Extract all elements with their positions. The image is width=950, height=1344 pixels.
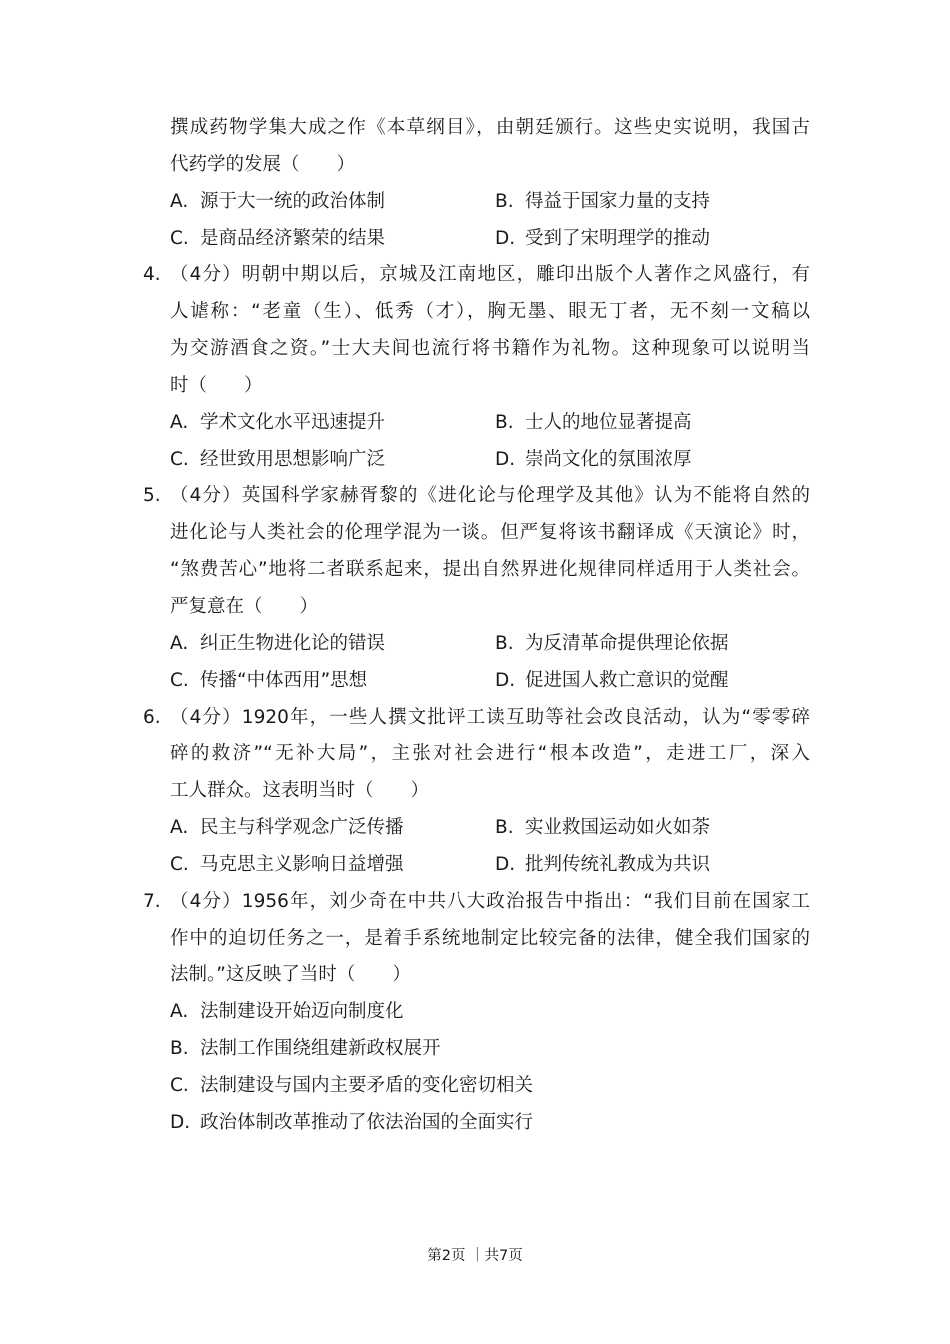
option-label: A. xyxy=(170,632,189,654)
option-label: B. xyxy=(170,1038,189,1060)
answer-option xyxy=(170,663,367,700)
option-label: A. xyxy=(170,190,189,212)
answer-option xyxy=(170,221,385,258)
question-text: （4分）英国科学家赫胥黎的《进化论与伦理学及其他》认为不能将自然的 xyxy=(170,485,810,507)
question-number: 7. xyxy=(143,890,161,912)
answer-option xyxy=(170,847,404,884)
option-row xyxy=(0,405,950,442)
question-number: 6. xyxy=(143,706,161,728)
question-line xyxy=(0,589,950,626)
option-label: D. xyxy=(170,1111,191,1133)
question-number: 5. xyxy=(143,485,161,507)
question-number: 4. xyxy=(143,264,161,286)
answer-option xyxy=(170,1031,441,1068)
option-label: A. xyxy=(170,411,189,433)
answer-option xyxy=(495,626,729,663)
option-label: D. xyxy=(495,448,516,470)
option-text: 政治体制改革推动了依法治国的全面实行 xyxy=(200,1111,534,1133)
option-label: A. xyxy=(170,817,189,839)
option-text: 源于大一统的政治体制 xyxy=(200,190,386,212)
option-row xyxy=(0,1031,950,1068)
option-label: C. xyxy=(170,853,189,875)
question-text: “煞费苦心”地将二者联系起来，提出自然界进化规律同样适用于人类社会。 xyxy=(170,559,810,581)
question-text: 撰成药物学集大成之作《本草纲目》，由朝廷颁行。这些史实说明，我国古 xyxy=(170,117,810,138)
answer-option xyxy=(495,847,710,884)
answer-option xyxy=(170,810,404,847)
answer-option xyxy=(495,221,710,258)
option-label: B. xyxy=(495,411,514,433)
question-line xyxy=(0,773,950,810)
option-text: 经世致用思想影响广泛 xyxy=(200,448,386,470)
option-text: 促进国人救亡意识的觉醒 xyxy=(525,669,729,691)
option-label: B. xyxy=(495,817,514,839)
exam-page-content xyxy=(0,110,950,1142)
option-label: D. xyxy=(495,853,516,875)
question-line xyxy=(0,110,950,147)
option-label: C. xyxy=(170,227,189,249)
question-text: 代药学的发展（ ） xyxy=(170,153,356,175)
question-line xyxy=(0,957,950,994)
option-text: 法制工作围绕组建新政权展开 xyxy=(200,1038,441,1060)
option-text: 法制建设与国内主要矛盾的变化密切相关 xyxy=(200,1074,534,1096)
answer-option xyxy=(170,626,385,663)
answer-option xyxy=(495,663,729,700)
option-text: 士人的地位显著提高 xyxy=(525,411,692,433)
answer-option xyxy=(495,184,710,221)
question-text: 时（ ） xyxy=(170,374,263,396)
question-line xyxy=(0,257,950,294)
option-label: B. xyxy=(495,632,514,654)
option-row xyxy=(0,442,950,479)
question-line xyxy=(0,700,950,737)
option-row xyxy=(0,626,950,663)
answer-option xyxy=(170,405,385,442)
answer-option xyxy=(170,1068,533,1105)
answer-option xyxy=(170,442,385,479)
answer-option xyxy=(170,994,404,1031)
question-text: （4分）明朝中期以后，京城及江南地区，雕印出版个人著作之风盛行，有 xyxy=(170,264,810,286)
question-line xyxy=(0,552,950,589)
option-row xyxy=(0,184,950,221)
question-line xyxy=(0,331,950,368)
option-text: 得益于国家力量的支持 xyxy=(525,190,711,212)
page-footer: 第2页 ｜共7页 xyxy=(427,1248,523,1264)
question-text: 作中的迫切任务之一，是着手系统地制定比较完备的法律，健全我们国家的 xyxy=(170,927,810,949)
option-row xyxy=(0,1068,950,1105)
question-text: 碎的救济”“无补大局”，主张对社会进行“根本改造”，走进工厂，深入 xyxy=(170,743,810,765)
option-text: 实业救国运动如火如荼 xyxy=(525,817,711,839)
question-text: 进化论与人类社会的伦理学混为一谈。但严复将该书翻译成《天演论》时， xyxy=(170,522,810,544)
option-text: 法制建设开始迈向制度化 xyxy=(200,1001,404,1023)
option-row xyxy=(0,994,950,1031)
question-text: 法制。”这反映了当时（ ） xyxy=(170,964,411,986)
option-text: 民主与科学观念广泛传播 xyxy=(200,817,404,839)
option-text: 纠正生物进化论的错误 xyxy=(200,632,386,654)
option-text: 传播“中体西用”思想 xyxy=(200,669,368,691)
option-text: 受到了宋明理学的推动 xyxy=(525,227,711,249)
answer-option xyxy=(170,184,385,221)
option-text: 是商品经济繁荣的结果 xyxy=(200,227,386,249)
question-line xyxy=(0,515,950,552)
answer-option xyxy=(495,810,710,847)
question-line xyxy=(0,884,950,921)
option-text: 崇尚文化的氛围浓厚 xyxy=(525,448,692,470)
option-row xyxy=(0,1105,950,1142)
option-label: A. xyxy=(170,1001,189,1023)
option-label: C. xyxy=(170,669,189,691)
question-text: （4分）1956年，刘少奇在中共八大政治报告中指出：“我们目前在国家工 xyxy=(170,890,810,912)
question-text: 严复意在（ ） xyxy=(170,595,319,617)
question-line xyxy=(0,921,950,958)
option-label: D. xyxy=(495,669,516,691)
question-line xyxy=(0,736,950,773)
option-label: B. xyxy=(495,190,514,212)
question-line xyxy=(0,368,950,405)
option-label: C. xyxy=(170,1074,189,1096)
option-text: 马克思主义影响日益增强 xyxy=(200,853,404,875)
option-label: D. xyxy=(495,227,516,249)
option-row xyxy=(0,663,950,700)
question-text: 人谑称：“老童（生）、低秀（才），胸无墨、眼无丁者，无不刻一文稿以 xyxy=(170,301,810,323)
option-row xyxy=(0,221,950,258)
option-text: 学术文化水平迅速提升 xyxy=(200,411,386,433)
answer-option xyxy=(170,1105,533,1142)
question-line xyxy=(0,478,950,515)
option-text: 批判传统礼教成为共识 xyxy=(525,853,711,875)
option-row xyxy=(0,847,950,884)
answer-option xyxy=(495,405,692,442)
option-label: C. xyxy=(170,448,189,470)
question-line xyxy=(0,294,950,331)
option-text: 为反清革命提供理论依据 xyxy=(525,632,729,654)
answer-option xyxy=(495,442,692,479)
question-text: （4分）1920年，一些人撰文批评工读互助等社会改良活动，认为“零零碎 xyxy=(170,706,810,728)
question-line xyxy=(0,147,950,184)
question-text: 工人群众。这表明当时（ ） xyxy=(170,780,430,802)
question-text: 为交游酒食之资。”士大夫间也流行将书籍作为礼物。这种现象可以说明当 xyxy=(170,338,810,360)
option-row xyxy=(0,810,950,847)
